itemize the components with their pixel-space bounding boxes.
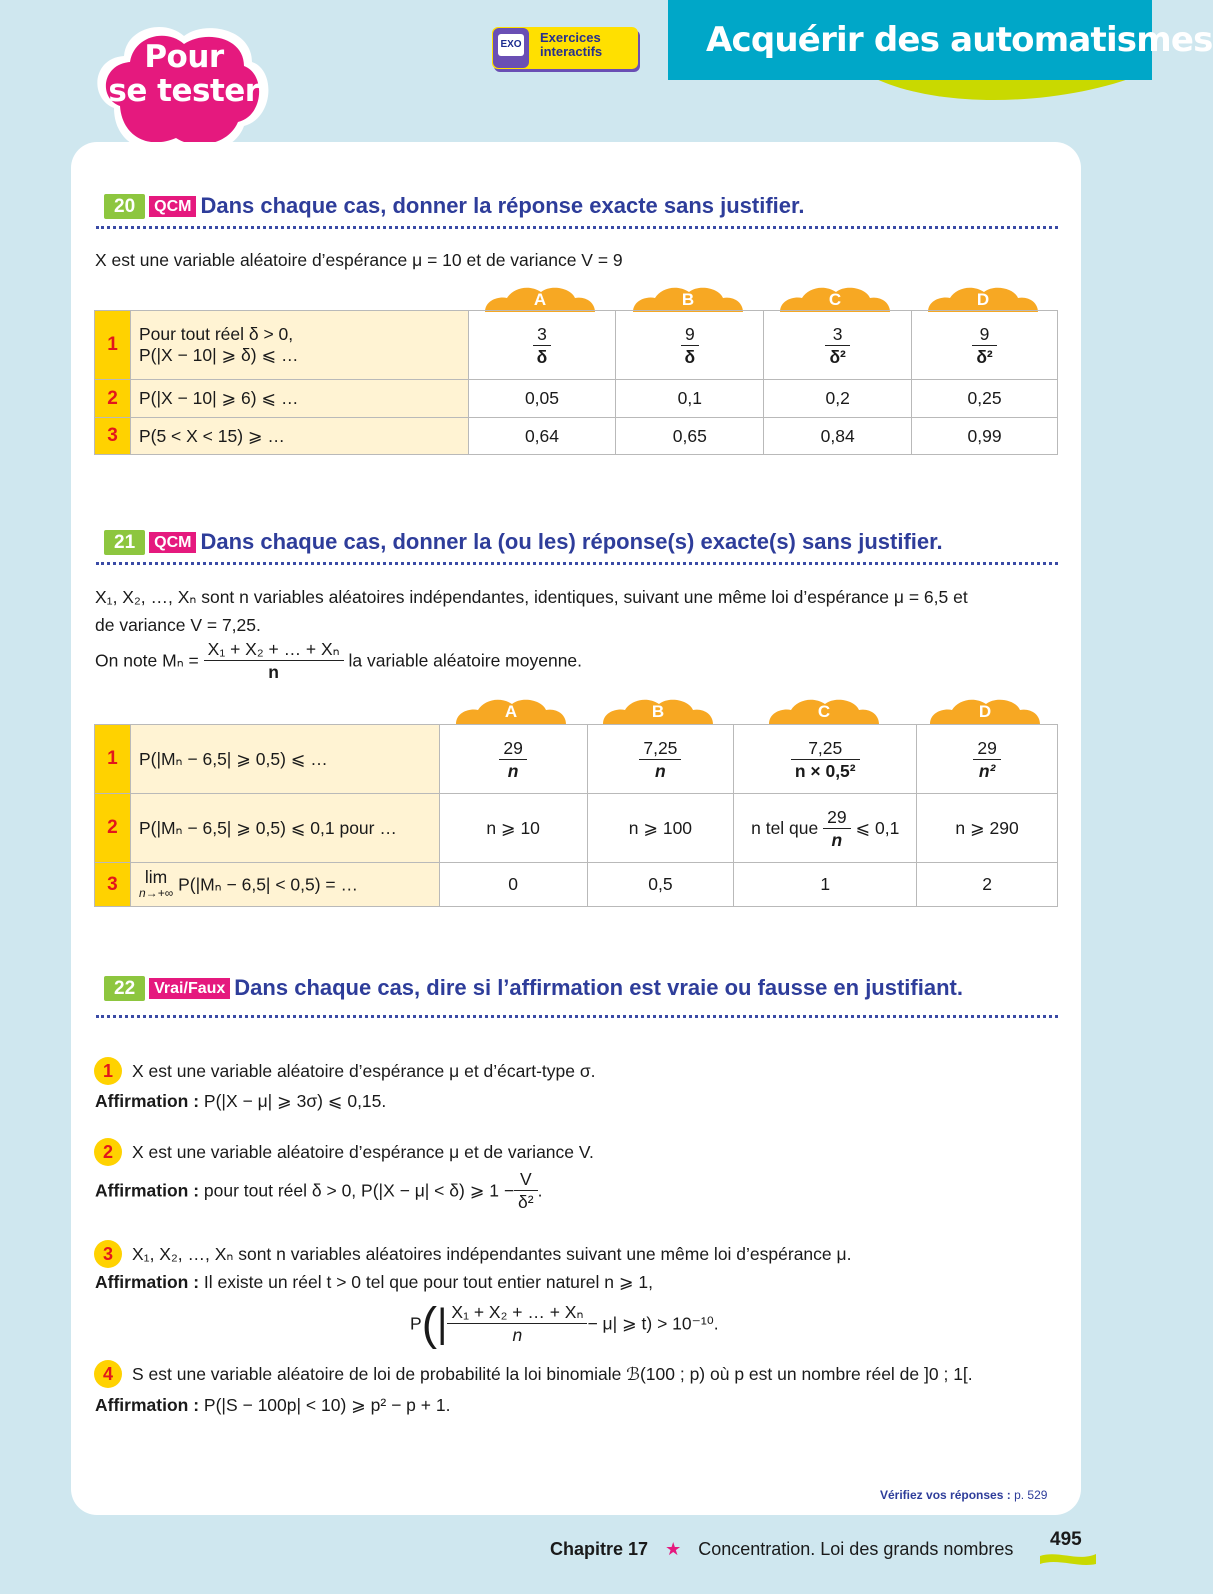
exercise-number: 22 bbox=[104, 976, 145, 1001]
answer-b[interactable]: $\frac{9}{\delta}$ bbox=[616, 311, 764, 380]
divider bbox=[96, 562, 1058, 565]
item-number: 4 bbox=[94, 1360, 122, 1388]
exercise-number: 20 bbox=[104, 194, 145, 219]
exercise-intro-line1: X₁, X₂, …, Xₙ sont n variables aléatoires indépendantes, identiques, suivant une même loi d’espérance μ = 6,5 et bbox=[95, 587, 968, 607]
row-statement: P(|Mₙ − 6,5| ⩾ 0,5) ⩽ … bbox=[130, 725, 439, 794]
row-number: 1 bbox=[95, 725, 131, 794]
row-number: 3 bbox=[95, 863, 131, 907]
exercise-22-header bbox=[104, 975, 963, 1001]
answer-b[interactable]: 0,65 bbox=[616, 418, 764, 455]
item-2-claim: Affirmation : pour tout réel δ > 0, P(|X − μ| < δ) ⩾ 1 − $\frac{V}{\text{δ²}}$ . bbox=[95, 1169, 543, 1212]
answer-b[interactable]: 0,5 bbox=[587, 863, 734, 907]
row-statement: P(|X − 10| ⩾ 6) ⩽ … bbox=[130, 380, 468, 418]
table-row bbox=[95, 418, 1058, 455]
answer-c[interactable]: $\frac{3}{\text{δ²}}$ bbox=[764, 311, 912, 380]
answer-a[interactable]: 0 bbox=[439, 863, 587, 907]
exercise-tag: QCM bbox=[149, 196, 196, 217]
exo-badge: EXO bbox=[498, 34, 524, 56]
exercise-intro-line2: de variance V = 7,25. bbox=[95, 615, 261, 635]
row-statement: P(|Mₙ − 6,5| ⩾ 0,5) ⩽ 0,1 pour … bbox=[130, 794, 439, 863]
answer-c[interactable]: 1 bbox=[734, 863, 917, 907]
answer-a[interactable]: $\frac{3}{\delta}$ bbox=[468, 311, 616, 380]
answer-b[interactable]: $\frac{7,25}{n}$ bbox=[587, 725, 734, 794]
item-3-claim: Affirmation : Il existe un réel t > 0 tel que pour tout entier naturel n ⩾ 1, bbox=[95, 1272, 653, 1292]
item-3-formula: P(| $\frac{\text{X₁ + X₂ + … + Xₙ}}{n}$ − μ| ⩾ t) > 10⁻¹⁰. bbox=[410, 1297, 719, 1350]
item-number: 2 bbox=[94, 1138, 122, 1166]
item-3: 3 X₁, X₂, …, Xₙ sont n variables aléatoires indépendantes suivant une même loi d’espérance μ. bbox=[94, 1240, 851, 1268]
answer-c[interactable]: 0,84 bbox=[764, 418, 912, 455]
item-1: 1 X est une variable aléatoire d’espérance μ et d’écart-type σ. bbox=[94, 1057, 596, 1085]
footer bbox=[550, 1539, 1013, 1560]
exercise-20-header bbox=[104, 193, 805, 219]
answer-d[interactable]: 2 bbox=[917, 863, 1058, 907]
row-number: 2 bbox=[95, 794, 131, 863]
answer-c[interactable]: $\frac{7,25}{\text{n × 0,5²}}$ bbox=[734, 725, 917, 794]
item-4: 4 S est une variable aléatoire de loi de probabilité la loi binomiale ℬ(100 ; p) où p est un nombre réel de ]0 ; 1[. bbox=[94, 1360, 973, 1388]
col-header-b: B bbox=[633, 286, 743, 312]
pour-se-tester-label: Pour se tester bbox=[108, 39, 260, 109]
exercise-title: Dans chaque cas, dire si l’affirmation est vraie ou fausse en justifiant. bbox=[234, 975, 963, 1000]
col-header-a: A bbox=[485, 286, 595, 312]
item-number: 1 bbox=[94, 1057, 122, 1085]
answer-a[interactable]: 0,05 bbox=[468, 380, 616, 418]
chapter-label: Chapitre 17 bbox=[550, 1539, 649, 1559]
section-title: Acquérir des automatismes bbox=[706, 20, 1213, 60]
exo-label: Exercices interactifs bbox=[540, 30, 603, 59]
verify-answers-link[interactable]: Vérifiez vos réponses : p. 529 bbox=[880, 1488, 1048, 1502]
page-number-underline bbox=[1040, 1550, 1096, 1568]
answer-d[interactable]: 0,25 bbox=[912, 380, 1058, 418]
answer-d[interactable]: $\frac{29}{\text{n²}}$ bbox=[917, 725, 1058, 794]
item-2: 2 X est une variable aléatoire d’espérance μ et de variance V. bbox=[94, 1138, 594, 1166]
table-row bbox=[95, 725, 1058, 794]
answer-b[interactable]: n ⩾ 100 bbox=[587, 794, 734, 863]
table-row bbox=[95, 311, 1058, 380]
col-header-b: B bbox=[603, 698, 713, 724]
exercise-intro: X est une variable aléatoire d’espérance μ = 10 et de variance V = 9 bbox=[95, 250, 623, 270]
answer-a[interactable]: n ⩾ 10 bbox=[439, 794, 587, 863]
col-header-d: D bbox=[930, 698, 1040, 724]
item-1-claim: Affirmation : P(|X − μ| ⩾ 3σ) ⩽ 0,15. bbox=[95, 1091, 387, 1111]
answer-c[interactable]: n tel que $\frac{29}{n}$ ⩽ 0,1 bbox=[734, 794, 917, 863]
divider bbox=[96, 1015, 1058, 1018]
row-statement: lim n→+∞ P(|Mₙ − 6,5| < 0,5) = … bbox=[130, 863, 439, 907]
exercise-title: Dans chaque cas, donner la (ou les) réponse(s) exacte(s) sans justifier. bbox=[200, 529, 943, 554]
divider bbox=[96, 226, 1058, 229]
table-row bbox=[95, 380, 1058, 418]
row-statement: P(5 < X < 15) ⩾ … bbox=[130, 418, 468, 455]
answer-b[interactable]: 0,1 bbox=[616, 380, 764, 418]
chapter-title: Concentration. Loi des grands nombres bbox=[698, 1539, 1014, 1559]
row-number: 1 bbox=[95, 311, 131, 380]
exercise-intro-line3: On note Mₙ = $\frac{\text{X₁ + X₂ + … + Xₙ}}{n}$ la variable aléatoire moyenne. bbox=[95, 639, 583, 682]
qcm-table-21 bbox=[94, 724, 1058, 907]
answer-c[interactable]: 0,2 bbox=[764, 380, 912, 418]
row-statement: Pour tout réel δ > 0, P(|X − 10| ⩾ δ) ⩽ … bbox=[130, 311, 468, 380]
table-row bbox=[95, 863, 1058, 907]
answer-a[interactable]: 0,64 bbox=[468, 418, 616, 455]
exercise-title: Dans chaque cas, donner la réponse exacte sans justifier. bbox=[200, 193, 805, 218]
qcm-table-20 bbox=[94, 310, 1058, 455]
star-icon: ★ bbox=[665, 1539, 682, 1559]
answer-d[interactable]: $\frac{9}{\text{δ²}}$ bbox=[912, 311, 1058, 380]
col-header-d: D bbox=[928, 286, 1038, 312]
exercise-21-header bbox=[104, 529, 943, 555]
col-header-c: C bbox=[769, 698, 879, 724]
item-4-claim: Affirmation : P(|S − 100p| < 10) ⩾ p² − p + 1. bbox=[95, 1395, 451, 1415]
page-number: 495 bbox=[1050, 1529, 1082, 1550]
col-header-c: C bbox=[780, 286, 890, 312]
row-number: 3 bbox=[95, 418, 131, 455]
col-header-a: A bbox=[456, 698, 566, 724]
answer-d[interactable]: n ⩾ 290 bbox=[917, 794, 1058, 863]
table-row bbox=[95, 794, 1058, 863]
item-number: 3 bbox=[94, 1240, 122, 1268]
answer-a[interactable]: $\frac{29}{n}$ bbox=[439, 725, 587, 794]
answer-d[interactable]: 0,99 bbox=[912, 418, 1058, 455]
exercise-tag: Vrai/Faux bbox=[149, 978, 230, 999]
row-number: 2 bbox=[95, 380, 131, 418]
exercise-number: 21 bbox=[104, 530, 145, 555]
exercise-tag: QCM bbox=[149, 532, 196, 553]
